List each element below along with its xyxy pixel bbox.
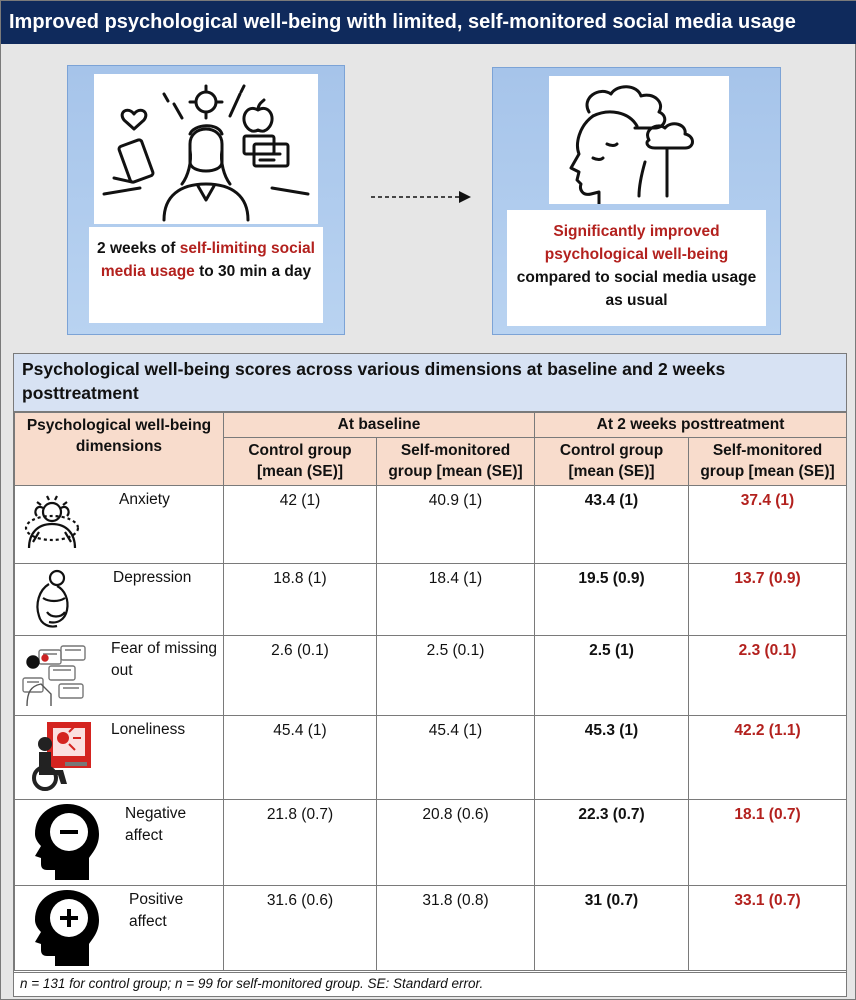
table-cell: 37.4 (1): [689, 486, 847, 564]
caption-highlight: self-limiting social media usage: [100, 240, 315, 280]
baseline-self-header: Self-monitored group [mean (SE)]: [377, 438, 535, 486]
dimension-cell: [15, 716, 224, 800]
table-row: [15, 716, 847, 800]
table-cell: 45.4 (1): [224, 716, 377, 800]
table-row: [15, 800, 847, 886]
table-cell: 19.5 (0.9): [535, 564, 689, 636]
dimension-label: Positive affect: [129, 891, 184, 930]
table-cell: 42 (1): [224, 486, 377, 564]
table-cell: 2.6 (0.1): [224, 636, 377, 716]
table-title: Psychological well-being scores across various dimensions at baseline and 2 weeks posttreatment: [14, 354, 846, 412]
fear-of-missing-out-icon: [19, 642, 89, 708]
depression-icon: [29, 568, 79, 630]
table-cell: 31.8 (0.8): [377, 886, 535, 971]
table-cell: 2.5 (0.1): [377, 636, 535, 716]
dimension-label: Negative affect: [125, 805, 187, 844]
post-control-header: Control group [mean (SE)]: [535, 438, 689, 486]
table-cell: 40.9 (1): [377, 486, 535, 564]
dimension-cell: [15, 486, 224, 564]
table-cell: 22.3 (0.7): [535, 800, 689, 886]
table-cell: 18.8 (1): [224, 564, 377, 636]
table-cell: 18.4 (1): [377, 564, 535, 636]
dimension-header: Psychological well-being dimensions: [15, 413, 224, 486]
page-title: Improved psychological well-being with limited, self-monitored social media usage: [1, 1, 856, 44]
stressed-person-with-devices-icon: [94, 74, 318, 224]
caption-text: compared to social media usage as usual: [516, 269, 757, 309]
dimension-cell: [15, 636, 224, 716]
negative-affect-head-icon: [25, 804, 101, 882]
loneliness-icon: [29, 722, 91, 792]
dashed-arrow-right-icon: [371, 187, 471, 207]
table-cell: 31 (0.7): [535, 886, 689, 971]
table-cell: 2.3 (0.1): [689, 636, 847, 716]
caption-text: to 30 min a day: [194, 263, 312, 280]
posttreatment-header: At 2 weeks posttreatment: [535, 413, 847, 438]
table-cell: 13.7 (0.9): [689, 564, 847, 636]
table-cell: 42.2 (1.1): [689, 716, 847, 800]
intervention-panel: [67, 65, 345, 335]
positive-affect-head-icon: [25, 890, 101, 968]
results-table: [14, 412, 847, 971]
dimension-label: Anxiety: [119, 491, 170, 508]
dimension-label: Depression: [113, 569, 192, 586]
table-cell: 21.8 (0.7): [224, 800, 377, 886]
dimension-cell: [15, 886, 224, 971]
table-cell: 18.1 (0.7): [689, 800, 847, 886]
intervention-caption: [89, 227, 323, 323]
table-footnote: n = 131 for control group; n = 99 for self-monitored group. SE: Standard error.: [14, 972, 846, 996]
table-cell: 45.4 (1): [377, 716, 535, 800]
dimension-cell: [15, 800, 224, 886]
table-cell: 43.4 (1): [535, 486, 689, 564]
baseline-header: At baseline: [224, 413, 535, 438]
dimension-label: Loneliness: [111, 721, 186, 738]
anxiety-icon: [19, 492, 85, 558]
table-cell: 2.5 (1): [535, 636, 689, 716]
table-cell: 33.1 (0.7): [689, 886, 847, 971]
dimension-label: Fear of missing out: [111, 640, 217, 679]
caption-text: 2 weeks of: [97, 240, 180, 257]
outcome-caption: [507, 210, 766, 326]
dimension-cell: [15, 564, 224, 636]
post-self-header: Self-monitored group [mean (SE)]: [689, 438, 847, 486]
table-row: [15, 564, 847, 636]
table-cell: 31.6 (0.6): [224, 886, 377, 971]
calm-head-with-clouds-icon: [549, 76, 729, 204]
table-cell: 45.3 (1): [535, 716, 689, 800]
baseline-control-header: Control group [mean (SE)]: [224, 438, 377, 486]
table-row: [15, 486, 847, 564]
table-row: [15, 886, 847, 971]
table-row: [15, 636, 847, 716]
outcome-panel: [492, 67, 781, 335]
results-table-panel: [13, 353, 847, 997]
table-cell: 20.8 (0.6): [377, 800, 535, 886]
caption-highlight: Significantly improved psychological well-being: [544, 223, 729, 263]
